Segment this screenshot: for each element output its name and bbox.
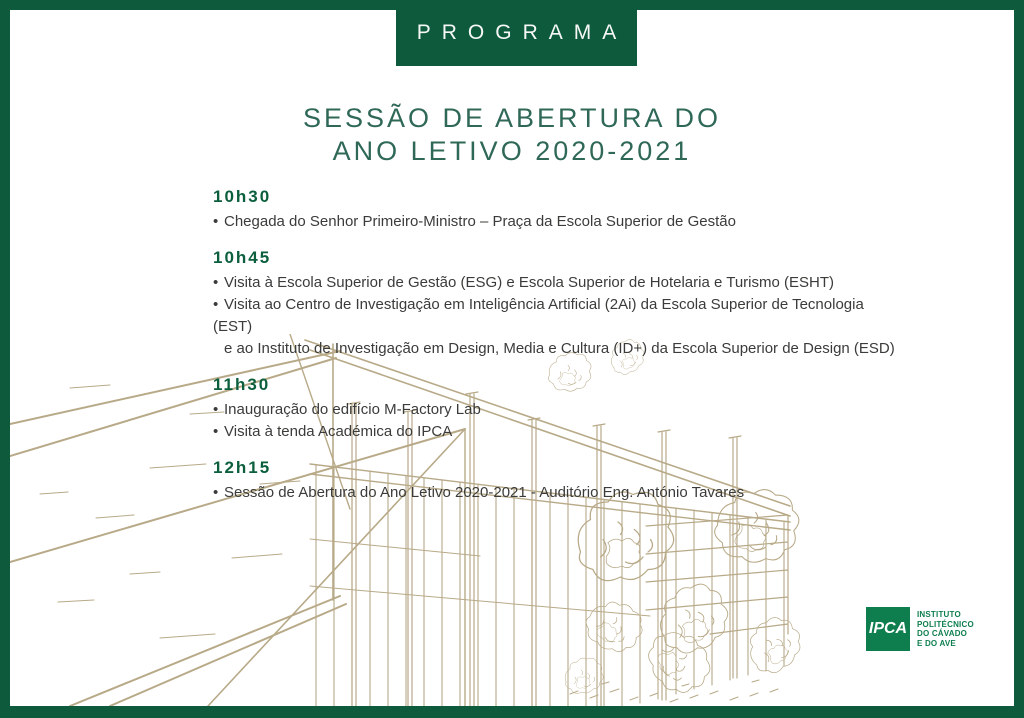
- schedule-item-text: Visita ao Centro de Investigação em Inteligência Artificial (2Ai) da Escola Superior de Tecnologia (EST): [213, 296, 864, 335]
- ipca-logo-line4: E DO AVE: [917, 638, 956, 648]
- ipca-logo-mark: IPCA: [866, 607, 910, 651]
- schedule-group-10h45: [213, 248, 903, 360]
- ipca-logo-line3: DO CÁVADO: [917, 629, 968, 638]
- schedule-item-text: e ao Instituto de Investigação em Design, Media e Cultura (ID+) da Escola Superior de Design (ESD): [224, 340, 895, 357]
- bullet-marker: •: [213, 484, 219, 501]
- schedule-group-12h15: [213, 458, 903, 504]
- ipca-logo-line1: INSTITUTO: [917, 610, 961, 619]
- ipca-logo: [866, 607, 974, 651]
- schedule-item: [213, 211, 903, 233]
- schedule-item: [213, 294, 903, 338]
- schedule-time: 10h30: [213, 187, 272, 206]
- schedule-item: [213, 482, 903, 504]
- page-title: [0, 102, 1024, 168]
- schedule-item-continuation: [213, 338, 903, 360]
- schedule-item-text: Sessão de Abertura do Ano Letivo 2020-2021 - Auditório Eng. António Tavares: [224, 484, 745, 501]
- bullet-marker: •: [213, 296, 219, 313]
- ipca-logo-line2: POLITÉCNICO: [917, 619, 974, 629]
- bullet-marker: •: [213, 213, 219, 230]
- programa-banner: [396, 0, 637, 66]
- schedule-list: [213, 187, 903, 519]
- schedule-time: 10h45: [213, 248, 272, 267]
- programa-banner-label: PROGRAMA: [416, 21, 628, 44]
- page-title-line1: SESSÃO DE ABERTURA DO: [302, 103, 722, 133]
- page-title-line2: ANO LETIVO 2020-2021: [332, 136, 692, 166]
- schedule-group-11h30: [213, 375, 903, 443]
- bullet-marker: •: [213, 423, 219, 440]
- schedule-item: [213, 272, 903, 294]
- schedule-item-text: Visita à Escola Superior de Gestão (ESG) e Escola Superior de Hotelaria e Turismo (ESHT): [224, 274, 834, 291]
- bullet-marker: •: [213, 401, 219, 418]
- schedule-group-10h30: [213, 187, 903, 233]
- schedule-item-text: Inauguração do edifício M-Factory Lab: [224, 401, 481, 418]
- schedule-time: 12h15: [213, 458, 272, 477]
- bullet-marker: •: [213, 274, 219, 291]
- schedule-item: [213, 399, 903, 421]
- schedule-item-text: Chegada do Senhor Primeiro-Ministro – Praça da Escola Superior de Gestão: [224, 213, 736, 230]
- schedule-item-text: Visita à tenda Académica do IPCA: [224, 423, 453, 440]
- schedule-time: 11h30: [213, 375, 271, 394]
- ipca-logo-wordmark: [917, 607, 974, 648]
- schedule-item: [213, 421, 903, 443]
